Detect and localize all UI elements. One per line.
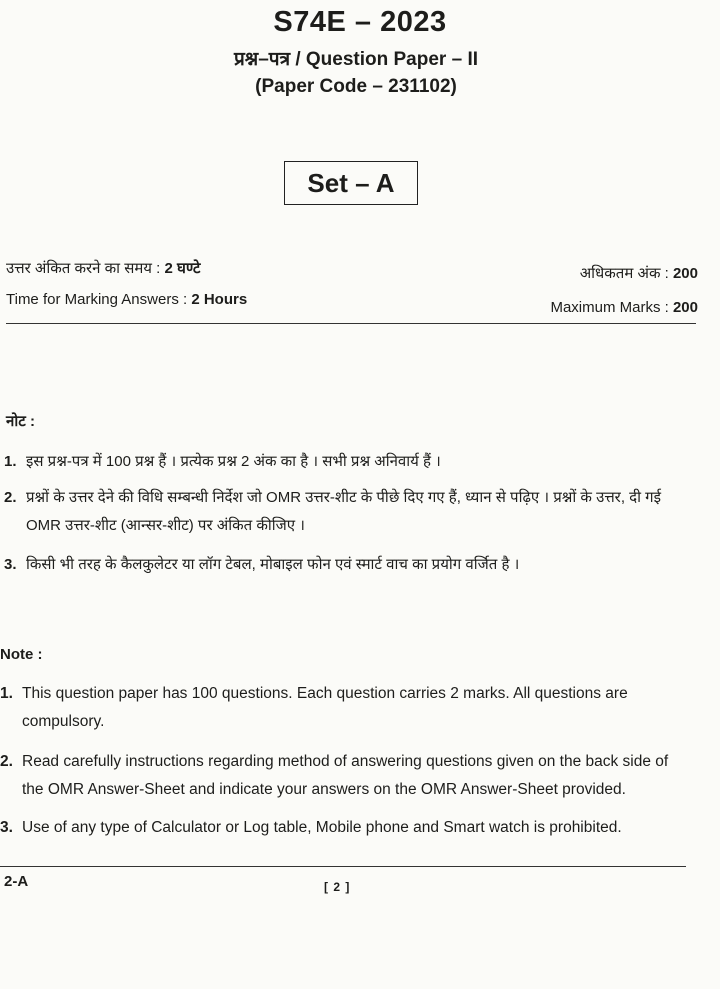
time-english — [6, 291, 247, 308]
page-number: [ 2 ] — [324, 880, 351, 894]
note-hindi-item-2 — [4, 484, 696, 540]
notes-hindi-heading: नोट : — [6, 413, 35, 430]
note-number: 2. — [4, 489, 17, 506]
note-text: इस प्रश्न-पत्र में 100 प्रश्न हैं । प्रत्येक प्रश्न 2 अंक का है । सभी प्रश्न अनिवार्य हैं । — [26, 453, 441, 470]
paper-title: S74E – 2023 — [273, 6, 447, 38]
time-english-value: 2 Hours — [191, 291, 248, 308]
note-text: This question paper has 100 questions. Each question carries 2 marks. All questions are compulsory. — [22, 685, 628, 730]
marks-hindi-label: अधिकतम अंक : — [579, 265, 669, 282]
marks-hindi — [580, 263, 698, 283]
note-number: 3. — [4, 556, 17, 573]
note-text: प्रश्नों के उत्तर देने की विधि सम्बन्धी निर्देश जो OMR उत्तर-शीट के पीछे दिए गए हैं, ध्यान से पढ़िए । प्रश्नों के उत्तर, दी गई OMR उत्तर-शीट (आन्सर-शीट) पर अंकित कीजिए । — [26, 489, 661, 534]
note-hindi-item-3 — [4, 551, 694, 579]
marks-english — [550, 299, 698, 316]
note-number: 1. — [0, 685, 13, 702]
note-text: किसी भी तरह के कैलकुलेटर या लॉग टेबल, मोबाइल फोन एवं स्मार्ट वाच का प्रयोग वर्जित है । — [26, 556, 520, 573]
note-number: 3. — [0, 819, 13, 836]
footer-set-code: 2-A — [4, 873, 29, 890]
time-hindi-value: 2 घण्टे — [164, 260, 201, 277]
paper-subtitle: प्रश्न–पत्र / Question Paper – II — [233, 49, 479, 70]
note-english-item-2 — [0, 748, 692, 804]
note-text: Use of any type of Calculator or Log table, Mobile phone and Smart watch is prohibited. — [22, 819, 622, 836]
notes-english-heading: Note : — [0, 646, 43, 663]
note-english-item-1 — [0, 680, 690, 736]
note-hindi-item-1 — [4, 448, 694, 476]
note-english-item-3 — [0, 814, 690, 842]
set-label-box: Set – A — [284, 161, 418, 205]
paper-code: (Paper Code – 231102) — [255, 76, 457, 97]
footer-divider — [0, 866, 686, 867]
note-number: 2. — [0, 753, 13, 770]
header-divider — [6, 323, 696, 324]
marks-english-value: 200 — [672, 299, 698, 316]
marks-hindi-value: 200 — [672, 265, 698, 282]
marks-english-label: Maximum Marks : — [550, 299, 669, 316]
time-hindi-label: उत्तर अंकित करने का समय : — [6, 260, 161, 277]
note-number: 1. — [4, 453, 17, 470]
time-hindi — [6, 258, 200, 278]
note-text: Read carefully instructions regarding method of answering questions given on the back side of the OMR Answer-Sheet and indicate your answers on the OMR Answer-Sheet provided. — [22, 753, 669, 798]
time-english-label: Time for Marking Answers : — [6, 291, 188, 308]
